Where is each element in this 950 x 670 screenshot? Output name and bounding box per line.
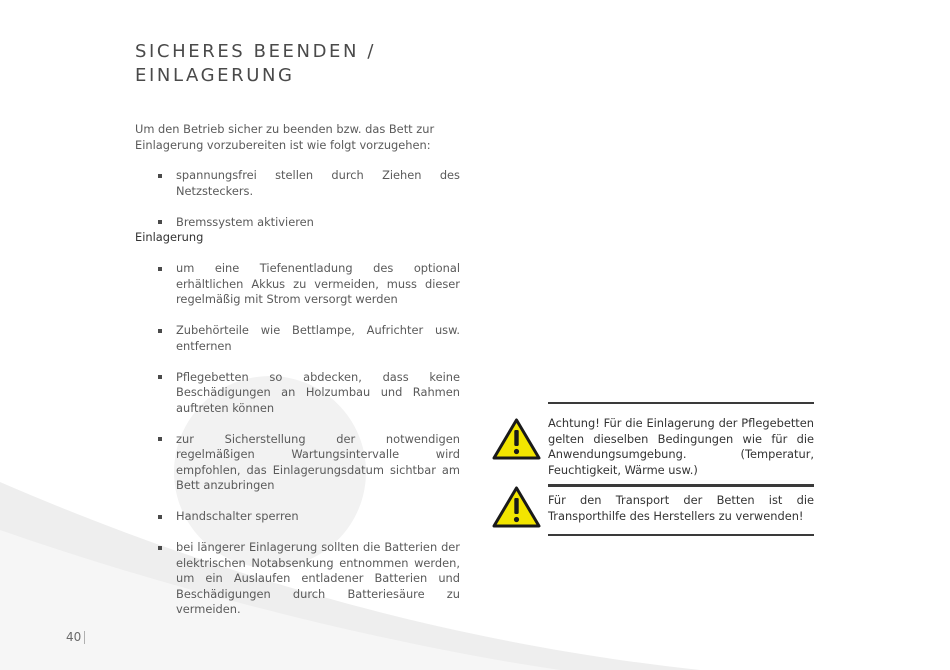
list-item	[135, 540, 460, 618]
page-title-line-1: SICHERES BEENDEN /	[135, 41, 377, 62]
list-item-text: Zubehörteile wie Bettlampe, Aufrichter usw. entfernen	[176, 323, 460, 353]
list-item	[135, 509, 460, 525]
list-item-text: zur Sicherstellung der notwendigen regelmäßigen Wartungsintervalle wird empfohlen, das Einlagerungsdatum sichtbar am Bett anzubringen	[176, 431, 460, 492]
list-item-text: Pflegebetten so abdecken, dass keine Beschädigungen an Holzumbau und Rahmen auftreten können	[176, 369, 460, 415]
warning-notice-text: Für den Transport der Betten ist die Transporthilfe des Herstellers zu verwenden!	[548, 493, 814, 523]
storage-heading: Einlagerung	[135, 230, 204, 244]
list-item	[135, 168, 460, 199]
list-item-text: Bremssystem aktivieren	[176, 214, 314, 229]
warning-notice-storage	[548, 402, 814, 487]
bullet-icon	[158, 515, 162, 519]
list-item-text: bei längerer Einlagerung sollten die Batterien der elektrischen Notabsenkung entnommen werden, um ein Auslaufen entladener Batterien und Beschädigungen durch Batteriesäure zu vermeiden.	[176, 540, 460, 616]
intro-paragraph: Um den Betrieb sicher zu beenden bzw. das Bett zur Einlagerung vorzubereiten ist wie folgt vorzugehen:	[135, 122, 435, 152]
list-item	[135, 215, 460, 231]
bullet-icon	[158, 375, 162, 379]
bullet-icon	[158, 174, 162, 178]
list-item-text: spannungsfrei stellen durch Ziehen des Netzsteckers.	[176, 168, 460, 198]
warning-triangle-icon	[492, 486, 541, 528]
list-item	[135, 370, 460, 417]
list-item-text: Handschalter sperren	[176, 509, 299, 523]
bullet-icon	[158, 546, 162, 550]
list-item	[135, 261, 460, 308]
bullet-icon	[158, 267, 162, 271]
storage-steps-list	[135, 261, 460, 633]
warning-notice-transport	[548, 484, 814, 536]
page-number: 40	[66, 630, 82, 644]
page-title-line-2: EINLAGERUNG	[135, 65, 295, 86]
bullet-icon	[158, 329, 162, 333]
list-item	[135, 323, 460, 354]
page-title	[135, 40, 535, 88]
bullet-icon	[158, 437, 162, 441]
list-item	[135, 432, 460, 494]
page-number-divider	[84, 631, 85, 644]
bullet-icon	[158, 220, 162, 224]
list-item-text: um eine Tiefenentladung des optional erhältlichen Akkus zu vermeiden, muss dieser regelmäßig mit Strom versorgt werden	[176, 261, 460, 306]
warning-triangle-icon	[492, 418, 541, 460]
warning-notice-text: Achtung! Für die Einlagerung der Pflegebetten gelten dieselben Bedingungen wie für die Anwendungsumgebung. (Temperatur, Feuchtigkeit, Wärme usw.)	[548, 416, 814, 477]
